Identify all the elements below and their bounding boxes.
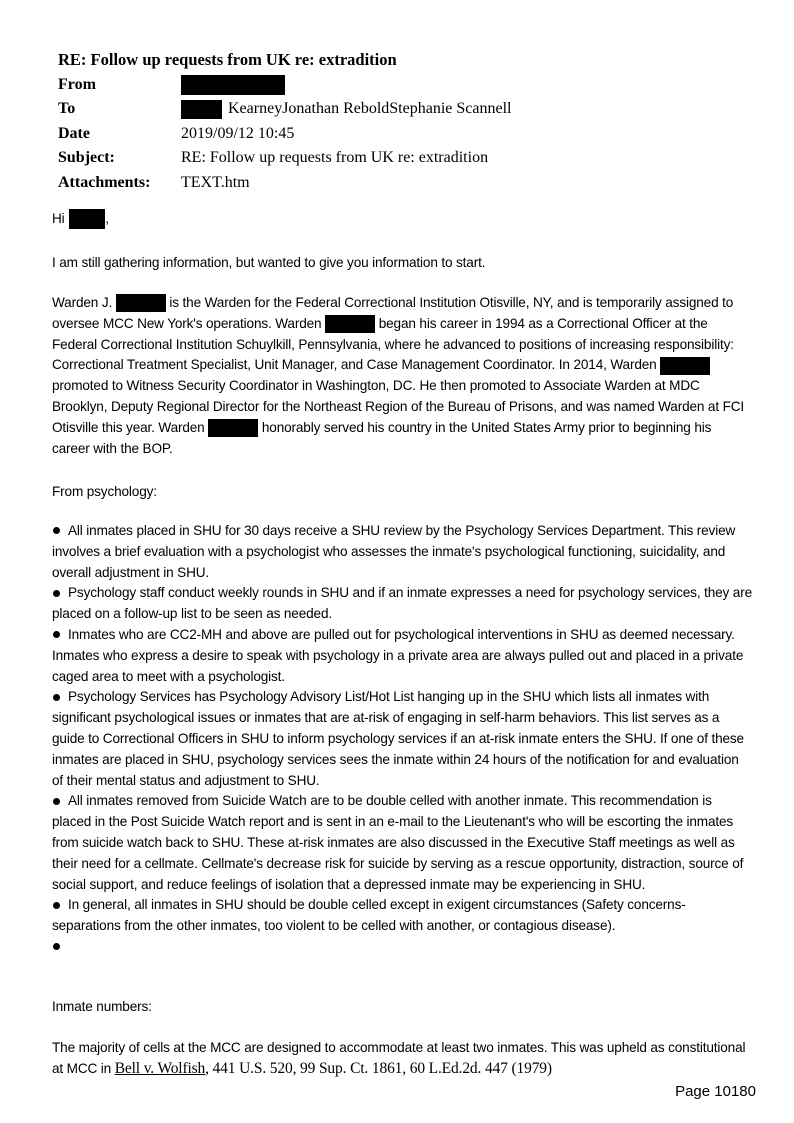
bullet-text: Psychology staff conduct weekly rounds in SHU and if an inmate expresses a need for psychology services, they are placed on a follow-up list to be seen as needed. xyxy=(52,585,752,622)
attachments-value[interactable]: TEXT.htm xyxy=(181,173,250,191)
redaction-box xyxy=(181,100,222,119)
to-value xyxy=(181,97,511,122)
bullet-item xyxy=(52,791,752,895)
greeting-comma: , xyxy=(105,211,109,226)
bullet-dot-icon xyxy=(53,631,60,638)
intro-text: I am still gathering information, but wanted to give you information to start. xyxy=(52,255,486,270)
date-label: Date xyxy=(58,124,90,142)
bullet-dot-icon xyxy=(53,590,60,597)
bullet-dot-icon xyxy=(53,902,60,909)
bullet-dot-icon xyxy=(53,943,60,950)
email-header xyxy=(58,48,511,195)
redaction-box xyxy=(325,315,375,333)
inmate-numbers-heading xyxy=(52,997,752,1018)
psychology-heading xyxy=(52,482,752,503)
greeting-hi: Hi xyxy=(52,211,65,226)
majority-paragraph xyxy=(52,1038,752,1080)
psychology-heading-text: From psychology: xyxy=(52,484,157,499)
bullet-text: All inmates placed in SHU for 30 days receive a SHU review by the Psychology Services Department. This review involves a brief evaluation with a psychologist who assesses the inmate's psychological functioning, suicidality, and overall adjustment in SHU. xyxy=(52,523,736,580)
warden-text-c: began his career in 1994 as a Correctional Officer at the Federal Correctional Institution Schuylkill, Pennsylvania, where he advanced to positions of increasing responsibility: Correctional Treatment Specialist, Unit Manager, and Case Management Coordinator. In 2014, Warden xyxy=(52,315,734,373)
redaction-box xyxy=(116,294,166,312)
bullet-text: Psychology Services has Psychology Advisory List/Hot List hanging up in the SHU which lists all inmates with significant psychological issues or inmates that are at-risk of engaging in self-harm behaviors. This list serves as a guide to Correctional Officers in SHU to inform psychology services if an at-risk inmate enters the SHU. If one of these inmates are placed in SHU, psychology services sees the inmate within 24 hours of the notification for and evaluation of their mental status and adjustment to SHU. xyxy=(52,689,744,788)
email-title: RE: Follow up requests from UK re: extradition xyxy=(58,50,397,70)
case-citation xyxy=(115,1060,552,1077)
subject-value: RE: Follow up requests from UK re: extradition xyxy=(181,149,489,167)
redaction-box xyxy=(660,357,710,375)
bullet-dot-icon xyxy=(53,798,60,805)
case-name-link[interactable]: Bell v. Wolfish xyxy=(114,1059,206,1077)
inmate-numbers-heading-text: Inmate numbers: xyxy=(52,999,152,1014)
bullet-dot-icon xyxy=(53,694,60,701)
majority-text-body: The majority of cells at the MCC are designed to accommodate at least two inmates. This was upheld as constitutional at MCC in xyxy=(52,1040,746,1076)
to-recipients: KearneyJonathan ReboldStephanie Scannell xyxy=(228,99,512,117)
attachments-label: Attachments: xyxy=(58,173,151,191)
bullet-item xyxy=(52,687,752,791)
bullet-item xyxy=(52,625,752,687)
majority-text xyxy=(52,1038,752,1080)
from-value xyxy=(181,73,511,98)
greeting xyxy=(52,209,752,230)
to-label: To xyxy=(58,100,76,118)
bullet-text: Inmates who are CC2-MH and above are pulled out for psychological interventions in SHU as deemed necessary. Inmates who express a desire to speak with psychology in a private area are always pulled out and placed in a private caged area to meet with a psychologist. xyxy=(52,626,744,684)
warden-text xyxy=(52,293,752,459)
intro-paragraph xyxy=(52,253,752,274)
warden-text-e: honorably served his country in the United States Army prior to beginning his career with the BOP. xyxy=(52,419,712,456)
warden-paragraph xyxy=(52,293,752,459)
from-label: From xyxy=(58,75,96,93)
page-number: Page 10180 xyxy=(675,1083,756,1100)
bullet-list xyxy=(52,521,752,958)
case-cite-text: , 441 U.S. 520, 99 Sup. Ct. 1861, 60 L.Ed.2d. 447 (1979) xyxy=(205,1059,552,1077)
warden-text-b: is the Warden for the Federal Correctional Institution Otisville, NY, and is temporarily assigned to oversee MCC New York's operations. Warden xyxy=(52,295,734,331)
redaction-box xyxy=(181,75,285,95)
subject-label: Subject: xyxy=(58,149,115,167)
bullet-item xyxy=(52,521,752,583)
bullet-text: All inmates removed from Suicide Watch are to be double celled with another inmate. This recommendation is placed in the Post Suicide Watch report and is sent in an e-mail to the Lieutenant's who will be escorting the inmates from suicide watch back to SHU. These at-risk inmates are also discussed in the Executive Staff meetings as well as their need for a cellmate. Cellmate's decrease risk for suicide by serving as a rescue opportunity, distraction, source of social support, and reduce feelings of isolation that a depressed inmate may be experiencing in SHU. xyxy=(52,793,744,892)
bullet-item xyxy=(52,937,752,958)
redaction-box xyxy=(69,209,105,229)
date-value: 2019/09/12 10:45 xyxy=(181,124,295,142)
redaction-box xyxy=(208,419,258,437)
bullet-text: In general, all inmates in SHU should be double celled except in exigent circumstances (Safety concerns-separations from the other inmates, too violent to be celled with another, or contagious disease). xyxy=(52,897,686,934)
bullet-item xyxy=(52,583,752,625)
psychology-bullets xyxy=(52,521,752,958)
warden-text-a: Warden J. xyxy=(52,295,113,310)
warden-text-d: promoted to Witness Security Coordinator in Washington, DC. He then promoted to Associate Warden at MDC Brooklyn, Deputy Regional Director for the Northeast Region of the Bureau of Prisons, and was named Warden at FCI Otisville this year. Warden xyxy=(52,378,745,435)
bullet-item xyxy=(52,895,752,937)
bullet-dot-icon xyxy=(53,527,60,534)
